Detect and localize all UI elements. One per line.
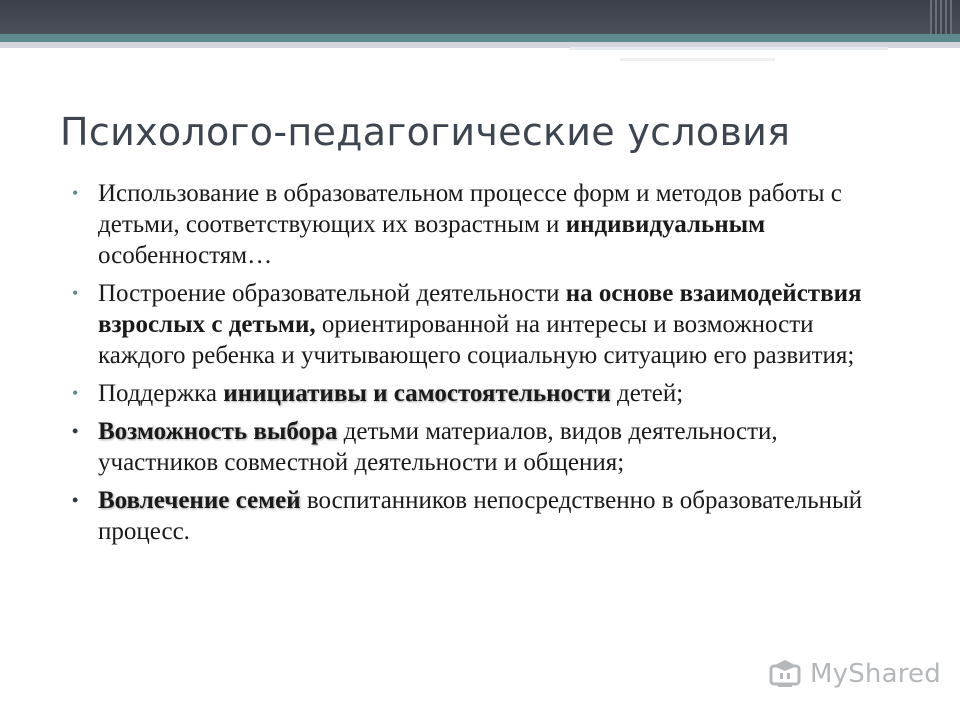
bullet-text-segment: особенностям… (98, 242, 273, 269)
bullet-item (70, 178, 870, 271)
decorative-line (620, 58, 775, 61)
bullet-marker: • (72, 283, 79, 303)
bullet-text-segment: Поддержка (98, 380, 224, 407)
mysharead-watermark (768, 657, 941, 691)
bullet-item (70, 485, 870, 547)
teal-accent-line (0, 34, 960, 42)
bullet-list (70, 178, 870, 554)
bullet-text-segment: на основе взаимодействия взрослых с детьми, (98, 280, 862, 338)
bullet-text-segment: инициативы и самостоятельности (223, 380, 611, 407)
bullet-marker: • (72, 490, 79, 510)
bullet-item (70, 278, 870, 371)
bullet-item (70, 378, 870, 409)
watermark-text: MyShared (810, 659, 941, 689)
bullet-text-segment: детьми материалов, видов деятельности, участников совместной деятельности и общения; (98, 418, 778, 476)
slide-title: Психолого-педагогические условия (60, 110, 791, 154)
bullet-marker: • (72, 383, 79, 403)
top-header-band (0, 0, 960, 34)
bullet-text-segment: Вовлечение семей (98, 487, 301, 514)
bullet-text-segment: Построение образовательной деятельности (98, 280, 566, 307)
bullet-text-segment: воспитанников непосредственно в образовательный процесс. (98, 487, 863, 545)
header-stripe-decoration (930, 0, 952, 34)
mortarboard-computer-icon (768, 657, 802, 691)
bullet-marker: • (72, 183, 79, 203)
decorative-line (570, 47, 888, 50)
bullet-text-segment: детей; (610, 380, 684, 407)
bullet-text-segment: индивидуальным (565, 211, 766, 238)
bullet-text-segment: ориентированной на интересы и возможности каждого ребенка и учитывающего социальную ситуацию его развития; (98, 311, 855, 369)
bullet-text-segment: Возможность выбора (98, 418, 338, 445)
bullet-item (70, 416, 870, 478)
bullet-marker: • (72, 421, 79, 441)
bullet-text-segment: Использование в образовательном процессе форм и методов работы с детьми, соответствующих их возрастным и (98, 180, 842, 238)
